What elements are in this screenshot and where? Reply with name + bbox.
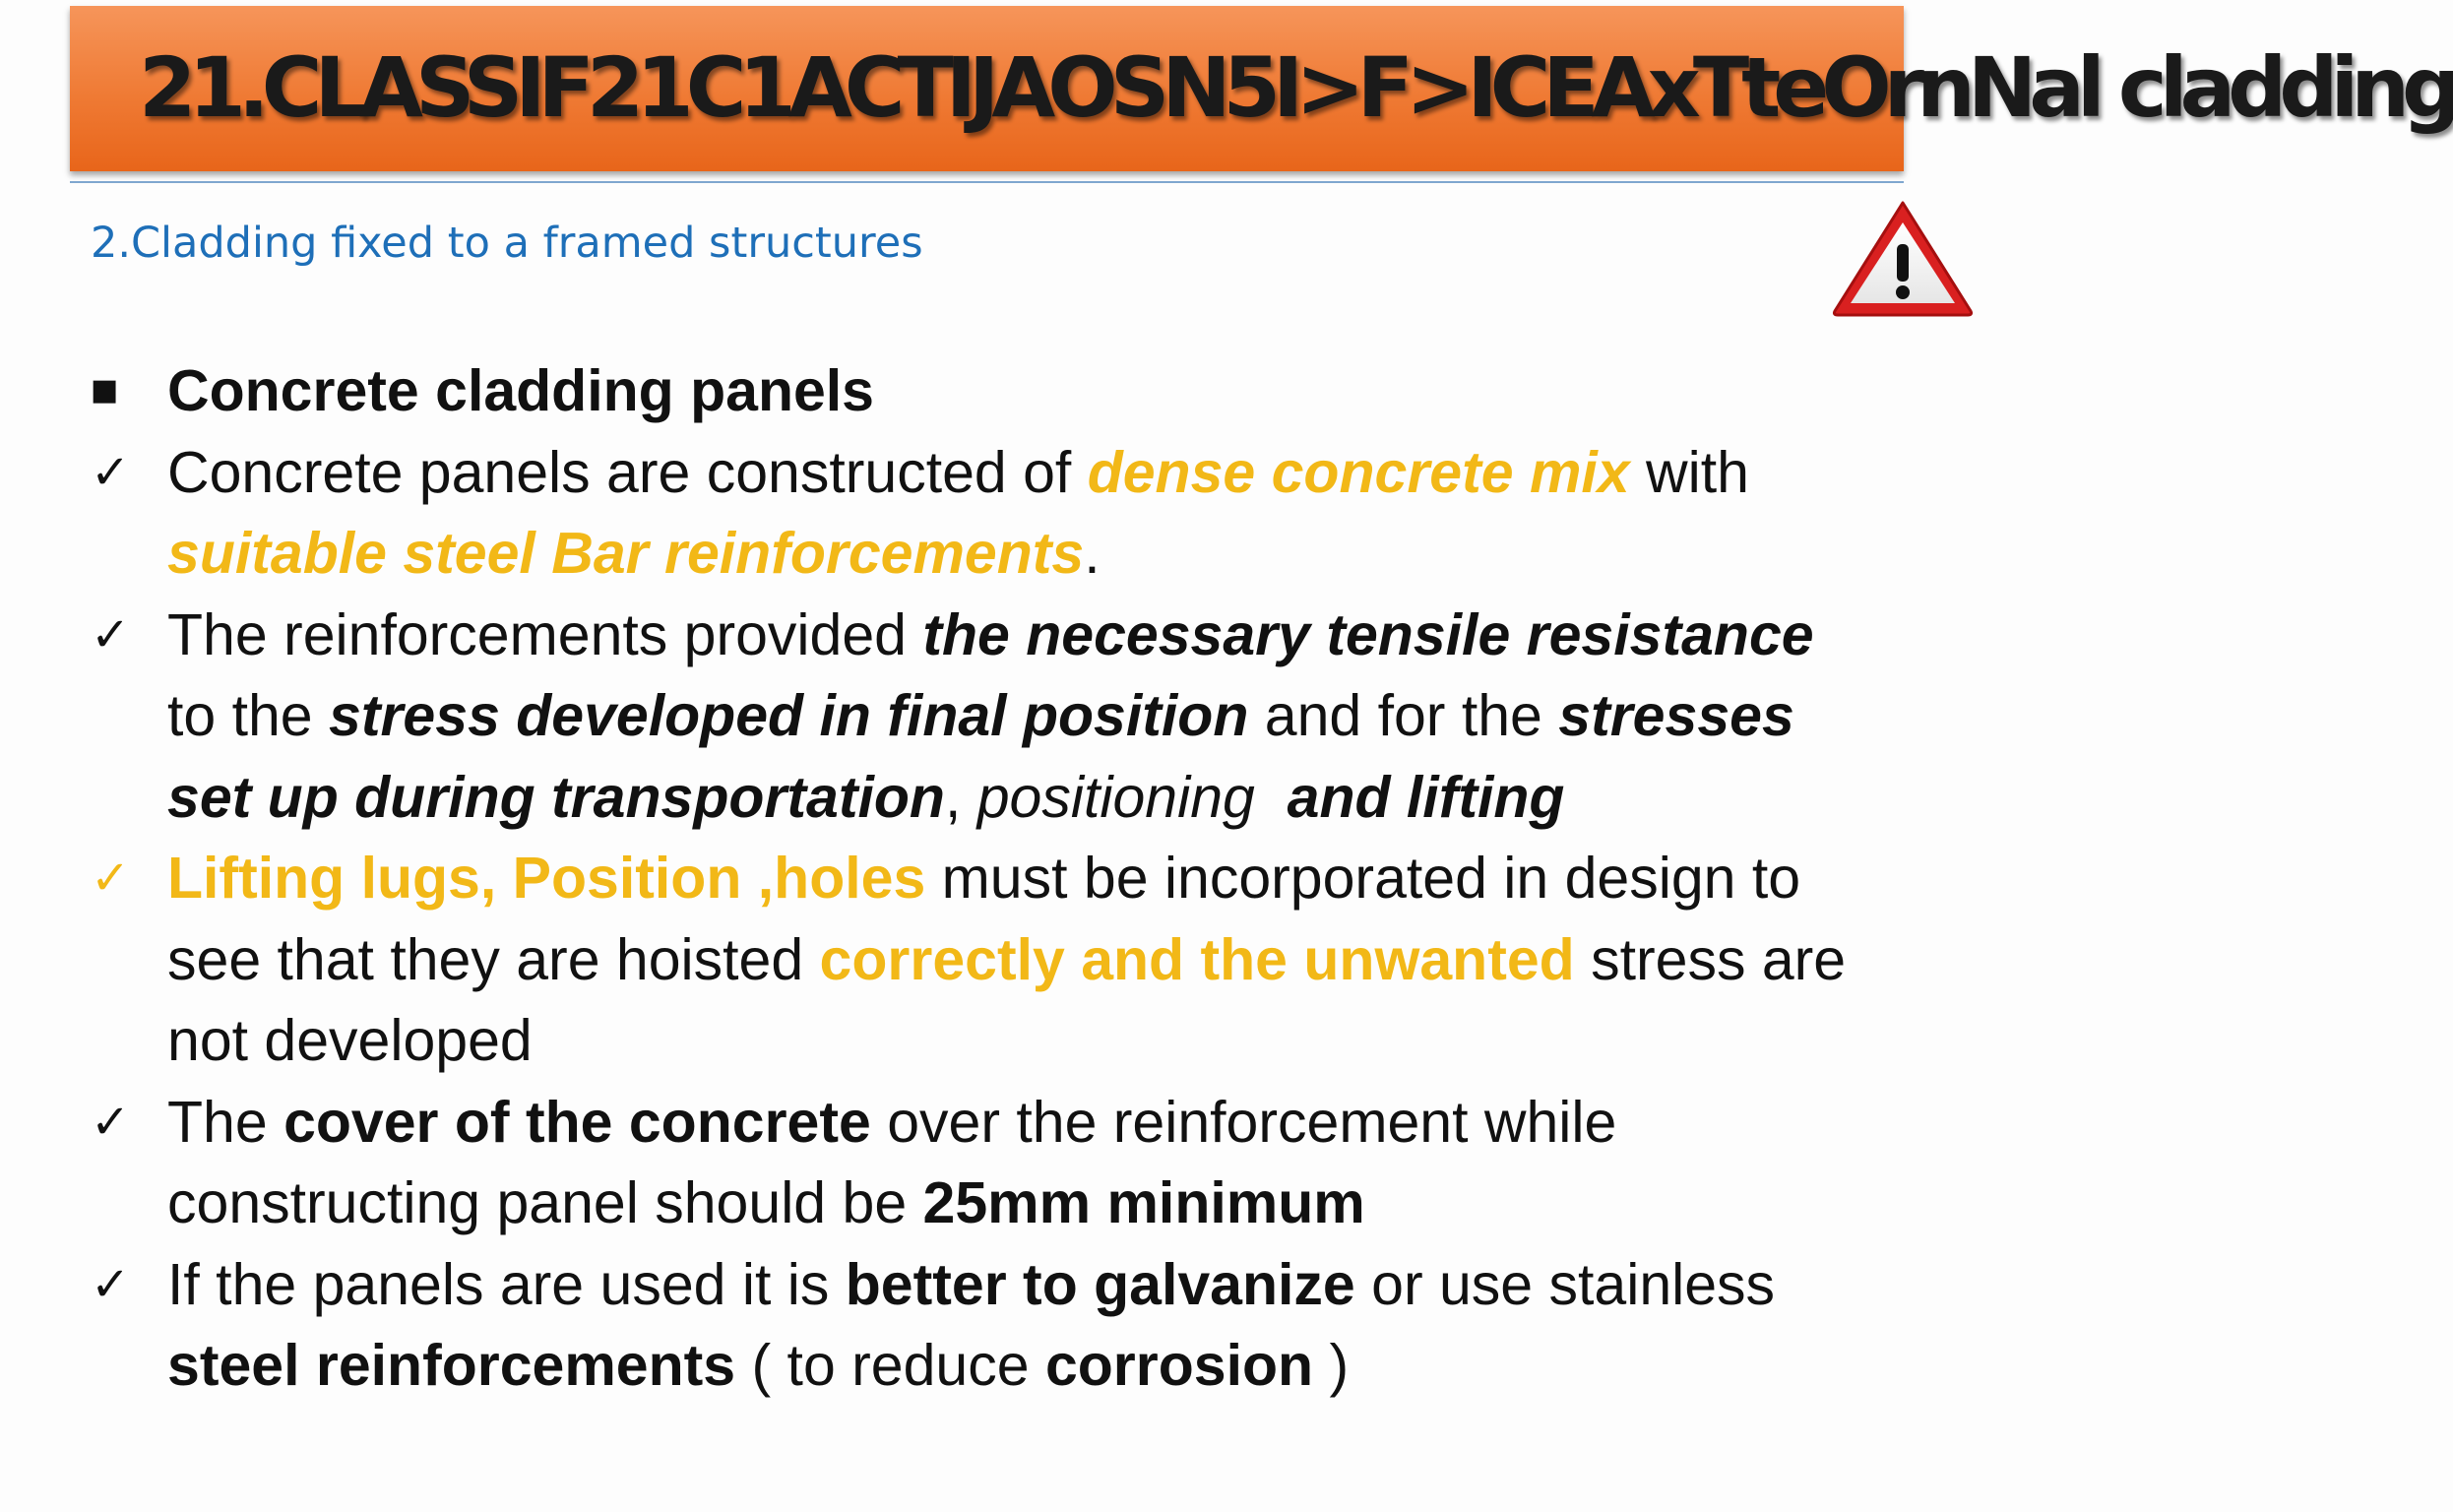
text-run: with — [1629, 439, 1749, 505]
emphasis-text: and lifting — [1287, 764, 1565, 830]
text-run: , — [944, 764, 977, 830]
text-run: ) — [1313, 1333, 1350, 1398]
title-divider — [70, 181, 1904, 183]
check-icon: ✓ — [91, 1256, 131, 1312]
highlight-text: correctly and the unwanted — [819, 926, 1575, 992]
highlight-text: dense concrete mix — [1087, 439, 1630, 505]
check-icon: ✓ — [91, 606, 131, 662]
bold-text: corrosion — [1044, 1333, 1314, 1398]
check-icon: ✓ — [91, 444, 131, 500]
text-run: or use stainless — [1354, 1251, 1776, 1317]
square-bullet-icon: ■ — [91, 373, 119, 408]
text-run: If the panels are used it is — [167, 1251, 846, 1317]
title-bar — [70, 6, 2453, 171]
text-run: . — [1084, 521, 1101, 586]
text-run: and for the — [1248, 683, 1559, 748]
text-run — [1255, 765, 1288, 830]
emphasis-text: stress developed in final position — [329, 683, 1249, 748]
highlight-text: Lifting lugs, Position ,holes — [167, 846, 926, 911]
emphasis-text: the necessary tensile resistance — [922, 601, 1814, 667]
list-item — [91, 432, 1862, 595]
text-run: The — [167, 1089, 284, 1155]
bold-text: 25mm minimum — [922, 1170, 1365, 1235]
text-run: ( to reduce — [735, 1333, 1045, 1398]
bullet-heading-text: Concrete cladding panels — [167, 358, 874, 423]
warning-triangle-icon — [1829, 197, 1977, 319]
emphasis-text: stresses set up during transportation — [167, 683, 1794, 830]
text-run: stress are not developed — [167, 926, 1847, 1073]
text-run: over the reinforcement while constructing panel should be — [167, 1089, 1617, 1235]
check-icon: ✓ — [91, 1094, 131, 1150]
italic-text: positioning — [976, 764, 1255, 830]
bold-text: steel reinforcements — [167, 1333, 736, 1398]
bullet-list — [91, 350, 1862, 1407]
list-item-heading — [91, 350, 1862, 432]
list-item — [91, 838, 1862, 1082]
slide-subtitle: 2.Cladding fixed to a framed structures — [91, 219, 923, 268]
text-run: The reinforcements provided — [167, 601, 923, 667]
bold-text: better to galvanize — [845, 1251, 1355, 1317]
bold-text: cover of the concrete — [283, 1089, 871, 1155]
text-run: Concrete panels are constructed of — [167, 439, 1088, 505]
list-item — [91, 1244, 1862, 1407]
text-run: to the — [167, 683, 330, 748]
highlight-text: suitable steel Bar reinforcements — [167, 521, 1085, 586]
slide-title: 21.CLASSIF21C1ACTIJAOSN5I>F>ICEAxTteOrnNal cladding — [139, 39, 2453, 136]
list-item — [91, 595, 1862, 839]
text-run: must be incorporated in design to see that they are hoisted — [167, 846, 1801, 992]
check-icon: ✓ — [91, 850, 131, 906]
list-item — [91, 1082, 1862, 1244]
